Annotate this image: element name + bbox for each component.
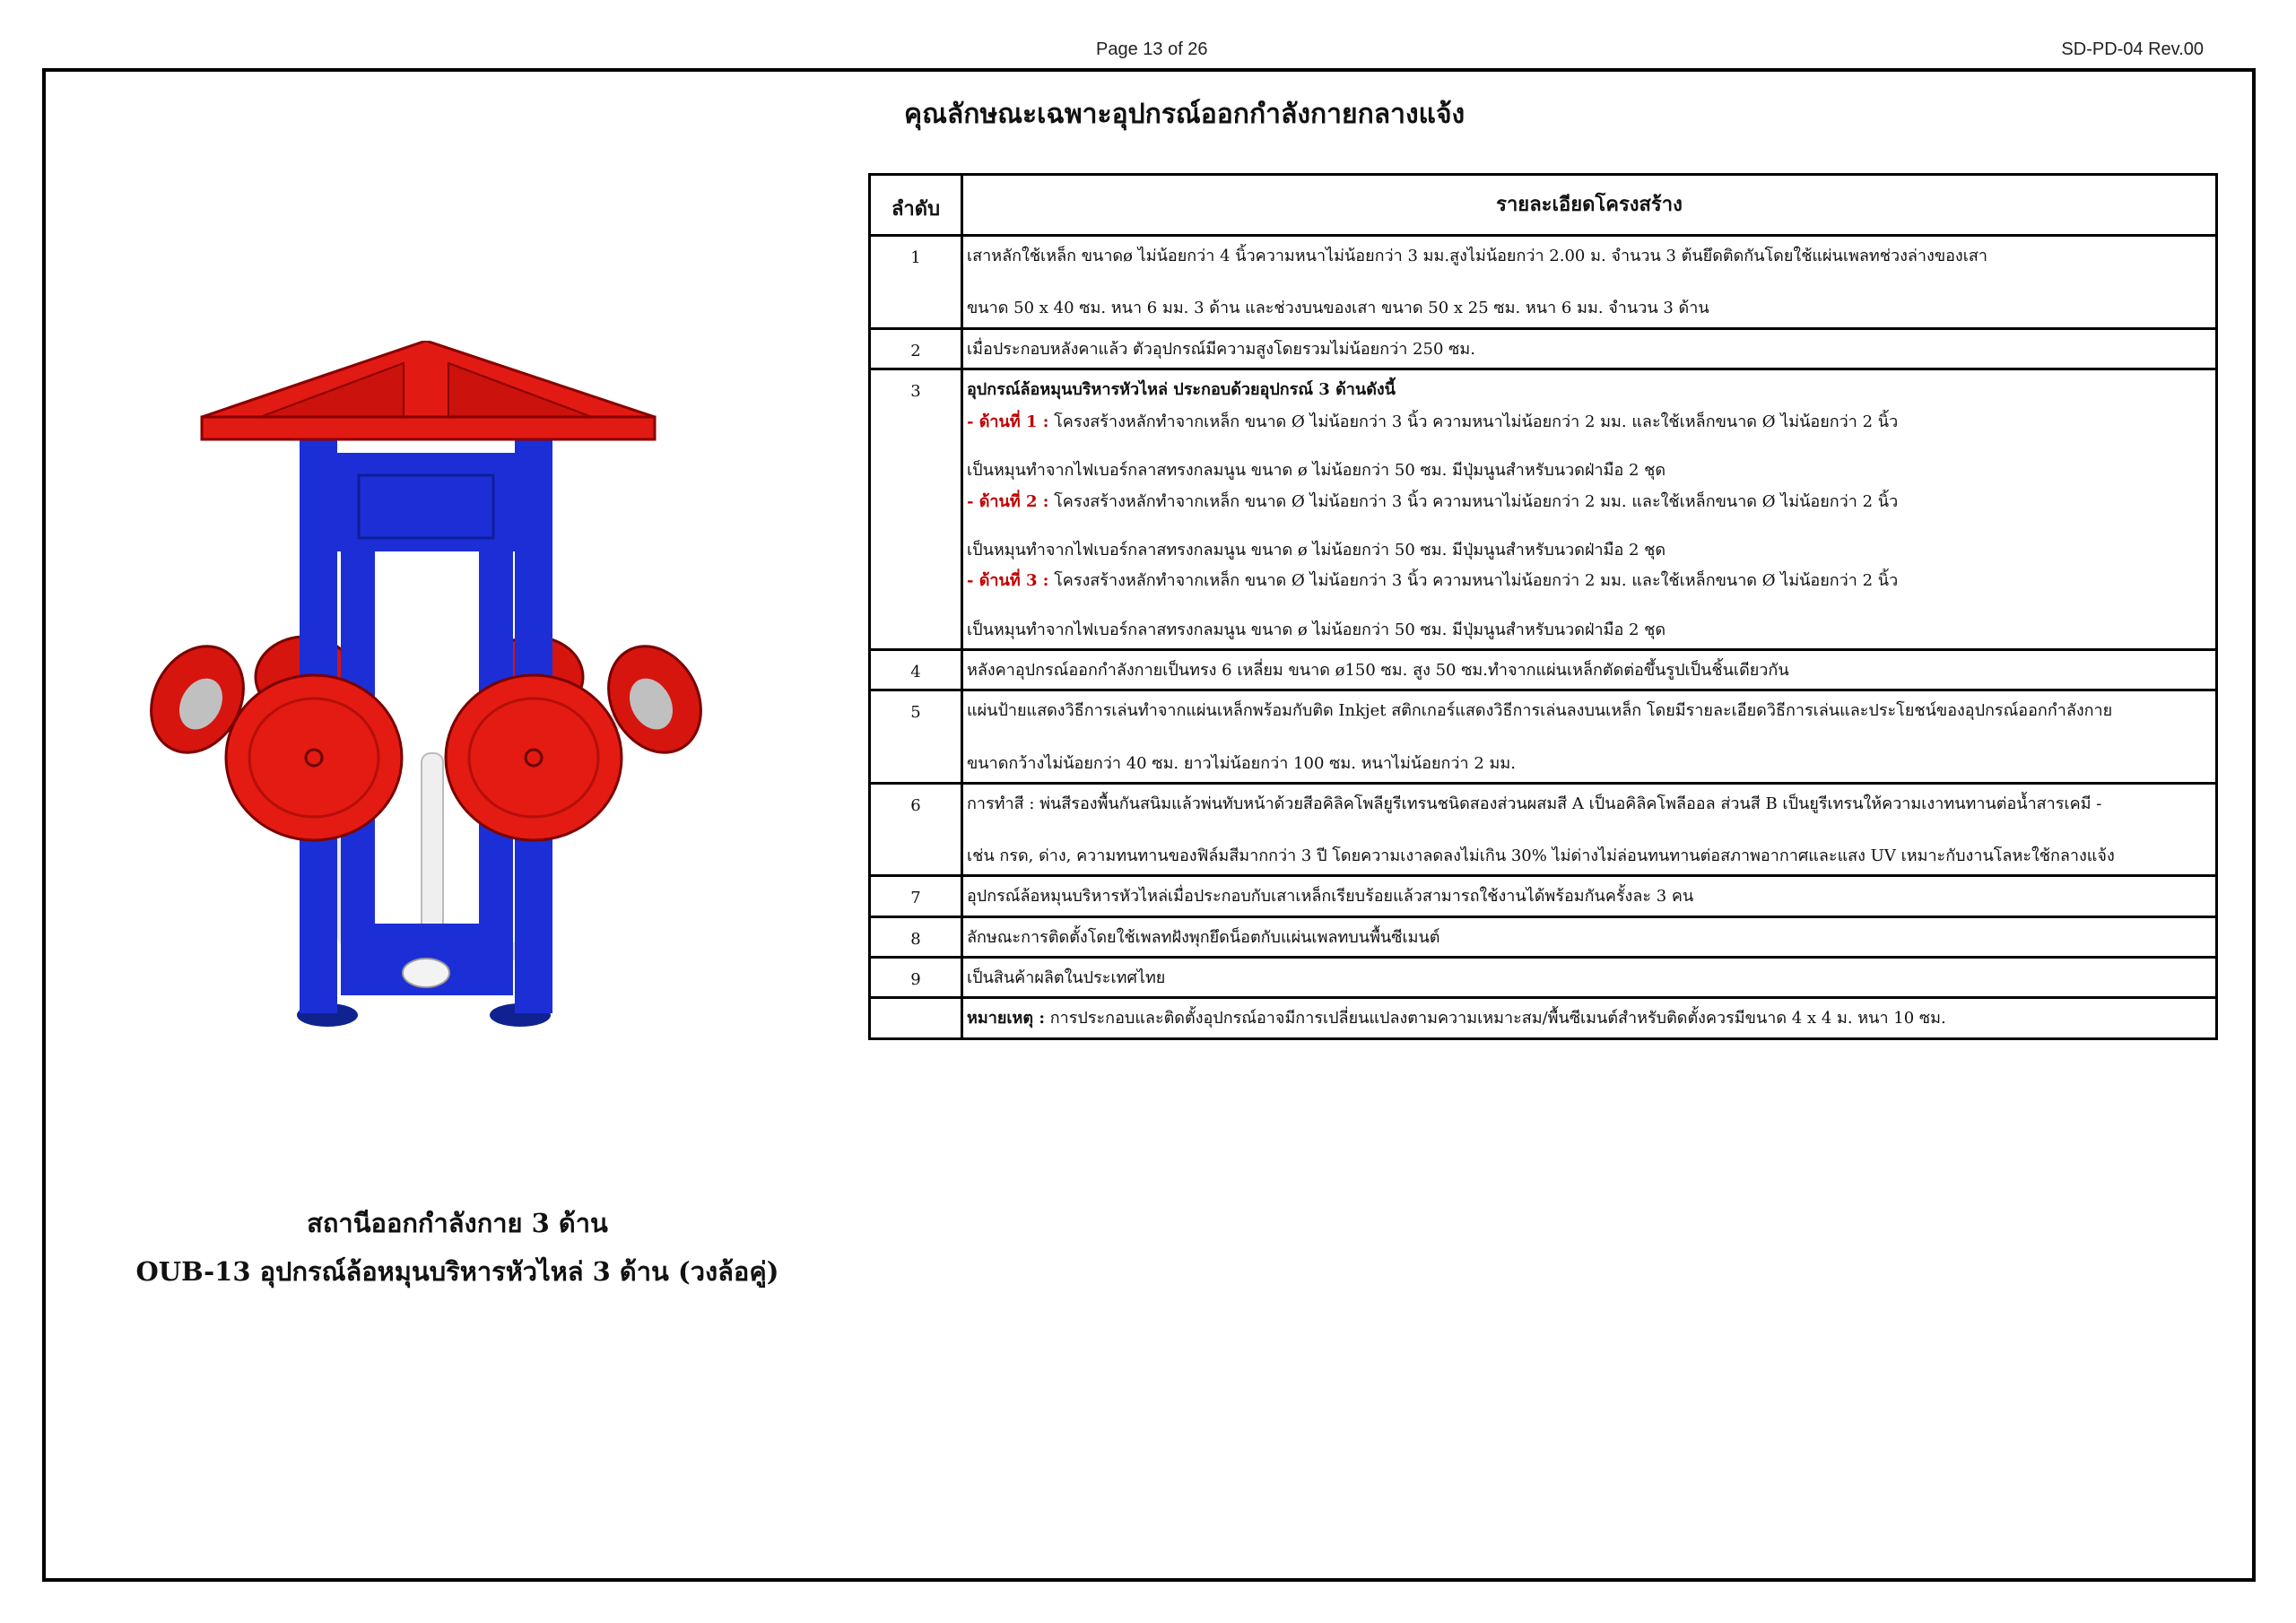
- table-row: [870, 958, 2217, 998]
- row-number: 7: [870, 876, 962, 916]
- row-number: 5: [870, 690, 962, 784]
- side-text: เป็นหมุนทำจากไฟเบอร์กลาสทรงกลมนูน ขนาด ø ไม่น้อยกว่า 50 ซม. มีปุ่มนูนสำหรับนวดฝ่ามือ 2 ชุด: [967, 461, 1666, 481]
- table-row: [870, 876, 2217, 916]
- row-text: แผ่นป้ายแสดงวิธีการเล่นทำจากแผ่นเหล็กพร้อมกับติด Inkjet สติกเกอร์แสดงวิธีการเล่นลงบนเหล็ก โดยมีรายละเอียดวิธีการเล่นและประโยชน์ของอุปกรณ์ออกกำลังกาย: [967, 701, 2113, 721]
- row-number: 4: [870, 649, 962, 690]
- page-number: Page 13 of 26: [1096, 39, 1208, 59]
- side-2: [967, 491, 2210, 513]
- row-text: เสาหลักใช้เหล็ก ขนาดø ไม่น้อยกว่า 4 นิ้วความหนาไม่น้อยกว่า 3 มม.สูงไม่น้อยกว่า 2.00 ม. จำนวน 3 ต้นยึดติดกันโดยใช้แผ่นเพลทช่วงล่างของเสา: [967, 247, 1987, 265]
- note-label: หมายเหตุ :: [967, 1009, 1046, 1028]
- page-title: คุณลักษณะเฉพาะอุปกรณ์ออกกำลังกายกลางแจ้ง: [904, 99, 1465, 130]
- side-text: โครงสร้างหลักทำจากเหล็ก ขนาด Ø ไม่น้อยกว่า 3 นิ้ว ความหนาไม่น้อยกว่า 2 มม. และใช้เหล็กขนาด Ø ไม่น้อยกว่า 2 นิ้ว: [1054, 571, 1899, 591]
- row-text: เช่น กรด, ด่าง, ความทนทานของฟิล์มสีมากกว่า 3 ปี โดยความเงาลดลงไม่เกิน 30% ไม่ด่างไม่ล่อนทนทานต่อสภาพอากาศและแสง UV เหมาะกับงานโลหะใช้กลางแจ้ง: [967, 846, 2115, 866]
- table-row: [870, 690, 2217, 784]
- row-detail: [962, 690, 2217, 784]
- table-row: [870, 649, 2217, 690]
- note-text: การประกอบและติดตั้งอุปกรณ์อาจมีการเปลี่ยนแปลงตามความเหมาะสม/พื้นซีเมนต์สำหรับติดตั้งควรมีขนาด 4 x 4 ม. หนา 10 ซม.: [1049, 1009, 1946, 1028]
- front-wheel-left: [226, 675, 402, 840]
- side-label: - ด้านที่ 3 :: [967, 571, 1049, 591]
- row-text: ขนาด 50 x 40 ซม. หนา 6 มม. 3 ด้าน และช่วงบนของเสา ขนาด 50 x 25 ซม. หนา 6 มม. จำนวน 3 ด้าน: [967, 299, 1709, 318]
- row-number: 9: [870, 958, 962, 998]
- equipment-caption-line1: สถานีออกกำลังกาย 3 ด้าน: [307, 1208, 608, 1238]
- row-detail: หลังคาอุปกรณ์ออกกำลังกายเป็นทรง 6 เหลี่ยม ขนาด ø150 ซม. สูง 50 ซม.ทำจากแผ่นเหล็กตัดต่อขึ้นรูปเป็นชิ้นเดียวกัน: [962, 649, 2217, 690]
- row-detail: ลักษณะการติดตั้งโดยใช้เพลทฝังพุกยึดน็อตกับแผ่นเพลทบนพื้นซีเมนต์: [962, 916, 2217, 957]
- row-detail: [962, 236, 2217, 329]
- row-number: 6: [870, 783, 962, 876]
- row-detail: [962, 369, 2217, 649]
- side-text: เป็นหมุนทำจากไฟเบอร์กลาสทรงกลมนูน ขนาด ø ไม่น้อยกว่า 50 ซม. มีปุ่มนูนสำหรับนวดฝ่ามือ 2 ชุด: [967, 620, 1666, 639]
- frame-bottom-hub: [403, 959, 449, 987]
- note-number-cell: [870, 998, 962, 1038]
- side-1: [967, 412, 2210, 433]
- front-wheel-right: [446, 675, 622, 840]
- note-detail: [962, 998, 2217, 1038]
- row-text: การทำสี : พ่นสีรองพื้นกันสนิมแล้วพ่นทับหน้าด้วยสีอคิลิคโพลียูรีเทรนชนิดสองส่วนผสมสี A เป็นอคิลิคโพลีออล ส่วนสี B เป็นยูรีเทรนให้ความเงาทนทานต่อน้ำสารเคมี -: [967, 794, 2102, 813]
- row-intro: อุปกรณ์ล้อหมุนบริหารหัวไหล่ ประกอบด้วยอุปกรณ์ 3 ด้านดังนี้: [967, 379, 1396, 399]
- row-detail: อุปกรณ์ล้อหมุนบริหารหัวไหล่เมื่อประกอบกับเสาเหล็กเรียบร้อยแล้วสามารถใช้งานได้พร้อมกันครั้งละ 3 คน: [962, 876, 2217, 916]
- note-row: [870, 998, 2217, 1038]
- row-number: 1: [870, 236, 962, 329]
- equipment-illustration: [117, 341, 735, 1058]
- roof-rim: [202, 417, 655, 439]
- row-detail: เมื่อประกอบหลังคาแล้ว ตัวอุปกรณ์มีความสูงโดยรวมไม่น้อยกว่า 250 ซม.: [962, 328, 2217, 369]
- table-row: [870, 369, 2217, 649]
- table-row: [870, 328, 2217, 369]
- side-label: - ด้านที่ 1 :: [967, 412, 1049, 432]
- equipment-caption-line2: OUB-13 อุปกรณ์ล้อหมุนบริหารหัวไหล่ 3 ด้าน (วงล้อคู่): [135, 1256, 779, 1287]
- side-text: เป็นหมุนทำจากไฟเบอร์กลาสทรงกลมนูน ขนาด ø ไม่น้อยกว่า 50 ซม. มีปุ่มนูนสำหรับนวดฝ่ามือ 2 ชุด: [967, 541, 1666, 560]
- table-row: [870, 916, 2217, 957]
- document-code: SD-PD-04 Rev.00: [2061, 39, 2204, 59]
- row-text: ขนาดกว้างไม่น้อยกว่า 40 ซม. ยาวไม่น้อยกว่า 100 ซม. หนาไม่น้อยกว่า 2 มม.: [967, 753, 1516, 773]
- side-text: โครงสร้างหลักทำจากเหล็ก ขนาด Ø ไม่น้อยกว่า 3 นิ้ว ความหนาไม่น้อยกว่า 2 มม. และใช้เหล็กขนาด Ø ไม่น้อยกว่า 2 นิ้ว: [1054, 491, 1899, 511]
- row-number: 2: [870, 328, 962, 369]
- header-no: ลำดับ: [870, 175, 962, 236]
- side-3: [967, 570, 2210, 592]
- row-number: 8: [870, 916, 962, 957]
- row-detail: เป็นสินค้าผลิตในประเทศไทย: [962, 958, 2217, 998]
- side-text: โครงสร้างหลักทำจากเหล็ก ขนาด Ø ไม่น้อยกว่า 3 นิ้ว ความหนาไม่น้อยกว่า 2 มม. และใช้เหล็กขนาด Ø ไม่น้อยกว่า 2 นิ้ว: [1054, 412, 1899, 432]
- header-detail: รายละเอียดโครงสร้าง: [962, 175, 2217, 236]
- row-number: 3: [870, 369, 962, 649]
- table-header-row: [870, 175, 2217, 236]
- spec-table: [868, 173, 2218, 1040]
- table-row: [870, 783, 2217, 876]
- row-detail: [962, 783, 2217, 876]
- table-row: [870, 236, 2217, 329]
- side-label: - ด้านที่ 2 :: [967, 491, 1049, 511]
